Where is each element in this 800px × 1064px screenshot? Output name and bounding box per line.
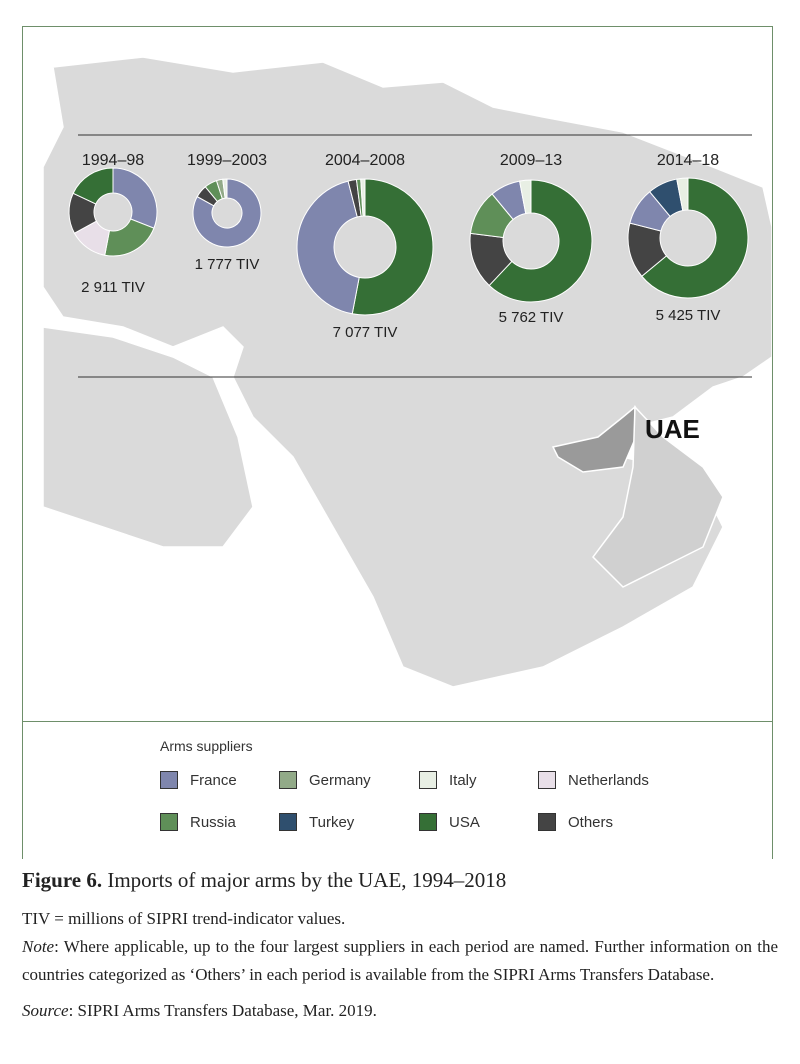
figure-frame [22, 26, 773, 859]
tiv-total-label: 1 777 TIV [194, 256, 260, 273]
figure-number: Figure 6. [22, 868, 103, 892]
legend-swatch [160, 813, 178, 831]
source-line [22, 1001, 778, 1021]
legend-item-russia [160, 811, 236, 833]
tiv-total-label: 5 425 TIV [655, 307, 721, 324]
legend-label: Italy [449, 771, 477, 789]
map-label-uae: UAE [645, 414, 700, 444]
legend-label: Germany [309, 771, 371, 789]
legend-item-italy [419, 769, 477, 791]
legend-label: Turkey [309, 813, 355, 831]
figure-title-text: Imports of major arms by the UAE, 1994–2018 [107, 868, 507, 892]
period-label: 1999–2003 [186, 152, 268, 169]
legend-title: Arms suppliers [160, 738, 253, 754]
period-label: 2004–2008 [324, 152, 406, 169]
note-label: Note [22, 937, 55, 956]
legend-swatch [279, 813, 297, 831]
source-text: : SIPRI Arms Transfers Database, Mar. 2019. [68, 1001, 377, 1020]
tiv-total-label: 5 762 TIV [498, 309, 564, 326]
map-chart [23, 27, 772, 721]
period-label: 1994–98 [81, 152, 145, 169]
legend-label: Russia [190, 813, 236, 831]
legend-swatch [160, 771, 178, 789]
legend-item-usa [419, 811, 480, 833]
legend-label: France [190, 771, 237, 789]
land-africa [43, 327, 253, 547]
figure-title [22, 868, 778, 893]
period-label: 2014–18 [656, 152, 720, 169]
note-paragraph [22, 933, 778, 989]
legend-swatch [279, 771, 297, 789]
legend-label: Netherlands [568, 771, 649, 789]
legend-swatch [419, 771, 437, 789]
legend-swatch [538, 771, 556, 789]
legend-swatch [419, 813, 437, 831]
tiv-total-label: 7 077 TIV [332, 324, 398, 341]
legend-label: USA [449, 813, 480, 831]
tiv-note: TIV = millions of SIPRI trend-indicator values. [22, 909, 346, 928]
legend-item-netherlands [538, 769, 649, 791]
period-label: 2009–13 [499, 152, 563, 169]
legend [23, 721, 772, 859]
tiv-total-label: 2 911 TIV [81, 279, 145, 296]
legend-item-germany [279, 769, 371, 791]
figure-caption [22, 868, 778, 1038]
note-text: : Where applicable, up to the four largest suppliers in each period are named. Further information on the countries categorized as ‘Others’ in each period is available from the SIPRI Arms Transfers Database. [22, 937, 778, 984]
legend-swatch [538, 813, 556, 831]
legend-label: Others [568, 813, 614, 831]
legend-item-france [160, 769, 237, 791]
legend-item-turkey [279, 811, 354, 833]
source-label: Source [22, 1001, 69, 1020]
legend-item-others [538, 811, 613, 833]
